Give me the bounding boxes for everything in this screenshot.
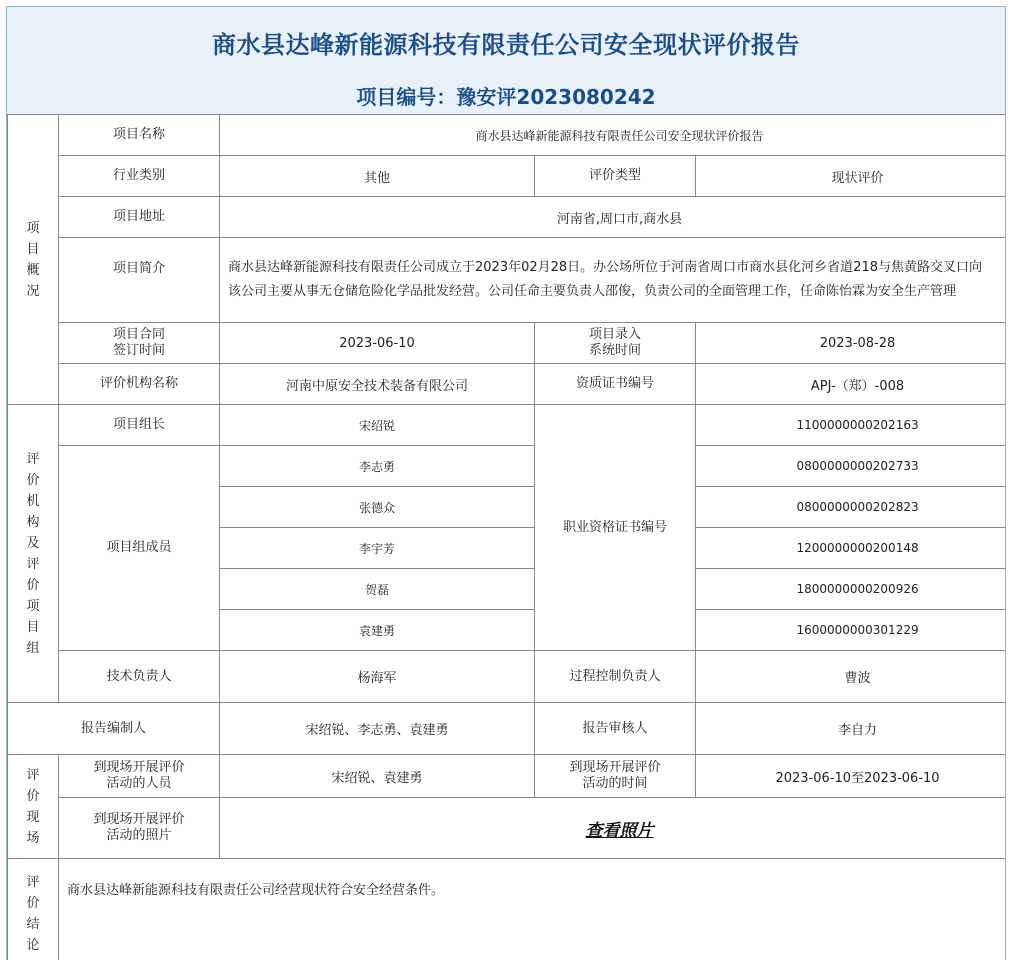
contract-time-label: 项目合同 签订时间: [59, 323, 220, 364]
report-frame: [6, 6, 1006, 960]
report-author-value: 宋绍锐、李志勇、袁建勇: [220, 703, 535, 755]
members-label: 项目组成员: [59, 446, 220, 651]
tech-lead-label: 技术负责人: [59, 651, 220, 703]
site-section-label: 评 价 现 场: [8, 755, 59, 859]
table-row: [8, 755, 1007, 798]
view-photos-link[interactable]: 查看照片: [585, 820, 654, 841]
intro-line: 商水县达峰新能源科技有限责任公司成立于2023年02月28日。办公场所位于河南省周口市商水县化河乡省道218与焦黄路交叉口向: [228, 260, 982, 275]
site-photo-label: 到现场开展评价 活动的照片: [59, 798, 220, 859]
table-row: [8, 651, 1007, 703]
table-row: [8, 238, 1007, 323]
entry-time-value: 2023-08-28: [696, 323, 1007, 364]
site-time-value: 2023-06-10至2023-06-10: [696, 755, 1007, 798]
entry-time-label: 项目录入 系统时间: [535, 323, 696, 364]
intro-value: [220, 238, 1007, 323]
project-name-label: 项目名称: [59, 115, 220, 156]
table-row: [8, 323, 1007, 364]
org-label: 评价机构名称: [59, 364, 220, 405]
table-row: [8, 446, 1007, 487]
site-people-value: 宋绍锐、袁建勇: [220, 755, 535, 798]
member-name: 袁建勇: [220, 610, 535, 651]
leader-label: 项目组长: [59, 405, 220, 446]
table-row: [8, 703, 1007, 755]
report-reviewer-label: 报告审核人: [535, 703, 696, 755]
report-header: [7, 7, 1005, 115]
project-name-value: 商水县达峰新能源科技有限责任公司安全现状评价报告: [220, 115, 1007, 156]
member-cert: 1100000000202163: [696, 405, 1007, 446]
table-row: [8, 115, 1007, 156]
member-cert: 1600000000301229: [696, 610, 1007, 651]
report-author-label: 报告编制人: [8, 703, 220, 755]
table-row: [8, 859, 1007, 960]
site-people-label: 到现场开展评价 活动的人员: [59, 755, 220, 798]
tech-lead-value: 杨海军: [220, 651, 535, 703]
member-name: 张德众: [220, 487, 535, 528]
table-row: [8, 798, 1007, 859]
member-cert: 0800000000202823: [696, 487, 1007, 528]
process-lead-label: 过程控制负责人: [535, 651, 696, 703]
conclusion-text: 商水县达峰新能源科技有限责任公司经营现状符合安全经营条件。: [59, 859, 1007, 960]
intro-line: 该公司主要从事无仓储危险化学品批发经营。公司任命主要负责人邵俊，负责公司的全面管理工作，任命陈怡霖为安全生产管理: [228, 284, 957, 299]
site-photo-cell: [220, 798, 1007, 859]
address-value: 河南省,周口市,商水县: [220, 197, 1007, 238]
site-time-label: 到现场开展评价 活动的时间: [535, 755, 696, 798]
industry-value: 其他: [220, 156, 535, 197]
table-row: [8, 364, 1007, 405]
conclusion-section-label: 评 价 结 论: [8, 859, 59, 960]
member-cert: 1800000000200926: [696, 569, 1007, 610]
eval-type-label: 评价类型: [535, 156, 696, 197]
overview-section-label: 项 目 概 况: [8, 115, 59, 405]
table-row: [8, 405, 1007, 446]
org-value: 河南中原安全技术装备有限公司: [220, 364, 535, 405]
member-name: 贺磊: [220, 569, 535, 610]
agency-section-label: 评 价 机 构 及 评 价 项 目 组: [8, 405, 59, 703]
member-name: 李志勇: [220, 446, 535, 487]
table-row: [8, 156, 1007, 197]
qual-cert-label: 职业资格证书编号: [535, 405, 696, 651]
contract-time-value: 2023-06-10: [220, 323, 535, 364]
report-reviewer-value: 李自力: [696, 703, 1007, 755]
project-code: 项目编号：豫安评2023080242: [356, 85, 656, 109]
table-row: [8, 197, 1007, 238]
member-cert: 1200000000200148: [696, 528, 1007, 569]
eval-type-value: 现状评价: [696, 156, 1007, 197]
cert-value: APJ-（郑）-008: [696, 364, 1007, 405]
process-lead-value: 曹波: [696, 651, 1007, 703]
intro-label: 项目简介: [59, 238, 220, 323]
address-label: 项目地址: [59, 197, 220, 238]
member-name: 李宇芳: [220, 528, 535, 569]
member-name: 宋绍锐: [220, 405, 535, 446]
cert-label: 资质证书编号: [535, 364, 696, 405]
member-cert: 0800000000202733: [696, 446, 1007, 487]
report-title: 商水县达峰新能源科技有限责任公司安全现状评价报告: [212, 31, 800, 59]
report-table: [7, 114, 1006, 960]
industry-label: 行业类别: [59, 156, 220, 197]
